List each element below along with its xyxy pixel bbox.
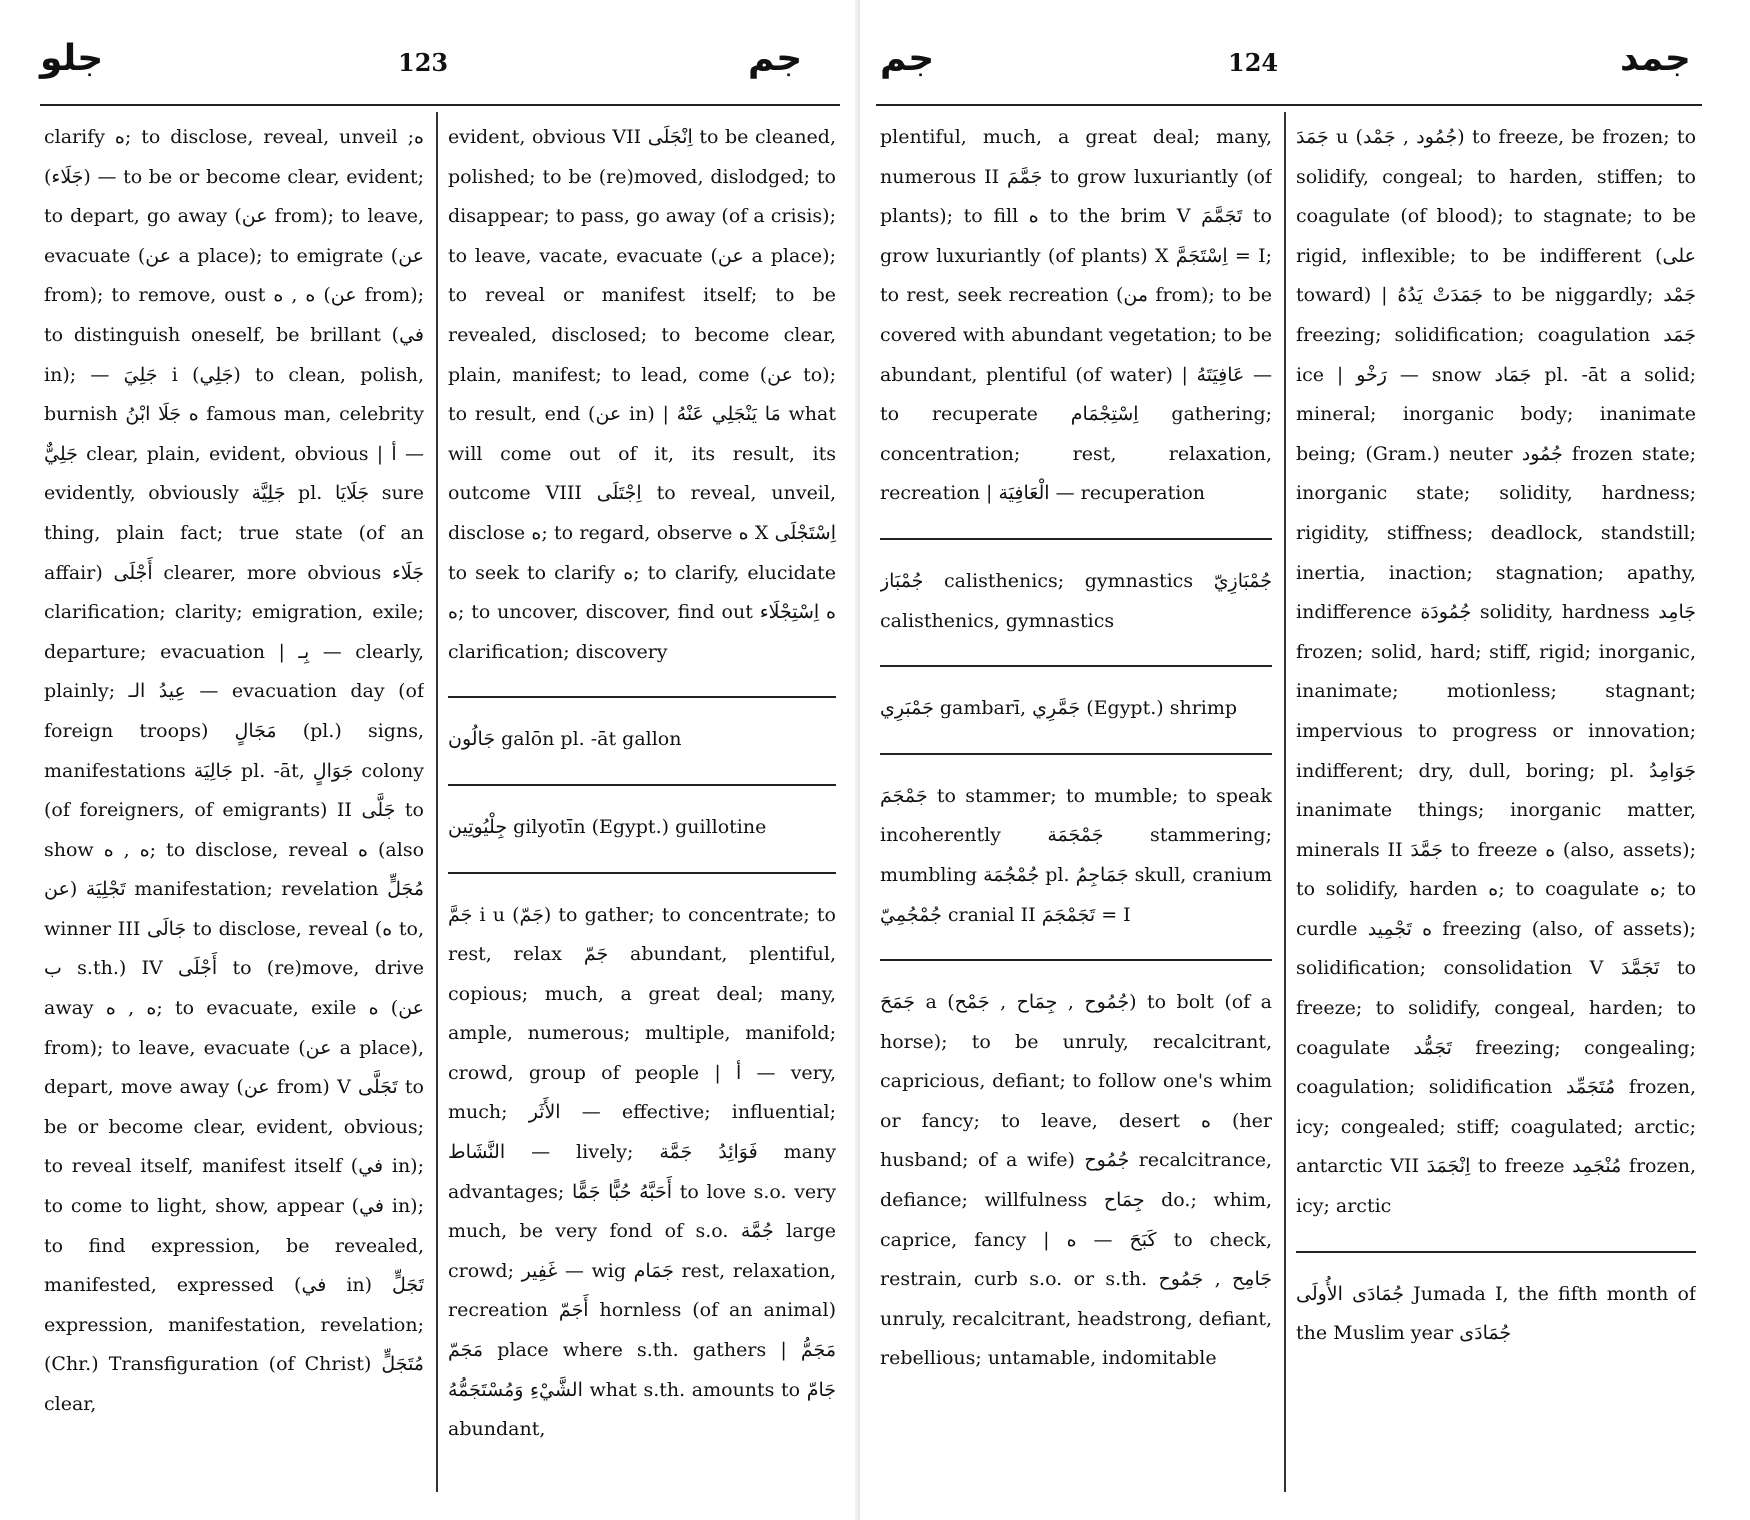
entry-separator xyxy=(880,538,1272,540)
header-rule xyxy=(40,104,840,106)
entry-separator xyxy=(880,753,1272,755)
dictionary-entry: clarify ه; to disclose, reveal, unveil ه; — (جَلَاء) to be or become clear, evident; to depart, go away (عن from); to leave, evacuate (عن a place); to emigrate (عن from); to remove, oust ه , ه (عن from); to distinguish oneself, be brillant (في in); — جَلِيَ i (جَلِي) to clean, polish, burnish ه جَلَا ابْنُ famous man, celebrity جَلِيٌّ clear, plain, evident, obvious | أ — evidently, obviously جَلِيَّة pl. جَلَايَا sure thing, plain fact; true state (of an affair) أَجْلَى clearer, more obvious جَلَاء clarification; clarity; emigration, exile; departure; evacuation | بِـ — clearly, plainly; عِيدُ الـ — evacuation day (of foreign troops) مَجَالٍ (pl.) signs, manifestations جَالِيَة pl. -āt, جَوَالٍ colony (of foreigners, of emigrants) II جَلَّى to show ه , ه; to disclose, reveal ه (also عن) تَجْلِيَة manifestation; revelation مُجَلٍّ winner III جَالَى to disclose, reveal (ه to, ب s.th.) IV أَجْلَى to (re)move, drive away ه , ه; to evacuate, exile ه (عن from); to leave, evacuate (عن a place), depart, move away (عن from) V تَجَلَّى to be or become clear, evident, obvious; to reveal itself, manifest itself (في in); to come to light, show, appear (في in); to find expression, be revealed, manifested, expressed (في in) تَجَلٍّ expression, manifestation, revelation; (Chr.) Transfiguration (of Christ) مُتَجَلٍّ clear, xyxy=(44,126,424,1415)
header-rule xyxy=(876,104,1702,106)
column-1 xyxy=(880,118,1272,1498)
page-number: 124 xyxy=(1228,48,1279,77)
running-head-right: جم xyxy=(748,38,803,79)
dictionary-entry: evident, obvious VII اِنْجَلَى to be cleaned, polished; to be (re)moved, dislodged; to disappear; to pass, go away (of a crisis); to leave, vacate, evacuate (عن a place); to reveal or manifest itself; to be revealed, disclosed; to become clear, plain, manifest; to lead, come (عن to); to result, end (عن in) | مَا يَنْجَلِي عَنْهُ what will come out of it, its result, its outcome VIII اِجْتَلَى to reveal, unveil, disclose ه; to regard, observe ه X اِسْتَجْلَى to seek to clarify ه; to clarify, elucidate ه; to uncover, discover, find out ه اِسْتِجْلَاء clarification; discovery xyxy=(448,126,836,663)
entry-separator xyxy=(880,665,1272,667)
dictionary-entry: جُمَادَى الأُولَى Jumada I, the fifth month of the Muslim year جُمَادَى xyxy=(1296,1282,1696,1345)
dictionary-entry: جُمْبَاز calisthenics; gymnastics جُمْبَازِيّ calisthenics, gymnastics xyxy=(880,569,1272,632)
entry-separator xyxy=(880,959,1272,961)
entry-separator xyxy=(448,784,836,786)
page-number: 123 xyxy=(398,48,449,77)
column-2 xyxy=(1296,118,1696,1498)
column-divider xyxy=(436,112,438,1492)
dictionary-entry: plentiful, much, a great deal; many, numerous II جَمَّمَ to grow luxuriantly (of plants); to fill ه to the brim V تَجَمَّمَ to grow luxuriantly (of plants) X اِسْتَجَمَّ = I; to rest, seek recreation (من from); to be covered with abundant vegetation; to be abundant, plentiful (of water) | عَافِيَتَهُ — to recuperate اِسْتِجْمَام gathering; concentration; rest, relaxation, recreation | الْعَافِيَة — recuperation xyxy=(880,126,1272,505)
dictionary-entry: جِلْيُوتِين gilyotīn (Egypt.) guillotine xyxy=(448,815,767,838)
dictionary-entry: جَالُون galōn pl. -āt gallon xyxy=(448,728,682,751)
running-head-right: جمد xyxy=(1620,38,1691,79)
dictionary-entry: جَمْجَمَ to stammer; to mumble; to speak incoherently جَمْجَمَة stammering; mumbling جُمْجُمَة pl. جَمَاجِمُ skull, cranium جُمْجُمِيّ cranial II تَجَمْجَمَ = I xyxy=(880,784,1272,926)
dictionary-entry: جَمَحَ a (جُمُوح , جِمَاح , جَمْح) to bolt (of a horse); to be unruly, recalcitrant, capricious, defiant; to follow one's whim or fancy; to leave, desert ه (her husband; of a wife) جُمُوح recalcitrance, defiance; willfulness جِمَاح do.; whim, caprice, fancy | كَبَحَ — ه to check, restrain, curb s.o. or s.th. جَامِح , جَمُوح unruly, recalcitrant, headstrong, defiant, rebellious; untamable, indomitable xyxy=(880,991,1272,1370)
running-head-left: جلو xyxy=(40,38,104,79)
page-123 xyxy=(0,0,860,1520)
running-head-left: جم xyxy=(880,38,935,79)
entry-separator xyxy=(448,872,836,874)
dictionary-entry: جَمْبَرِي gambarī, جَمَّرِي (Egypt.) shrimp xyxy=(880,697,1238,720)
column-2 xyxy=(448,118,836,1498)
dictionary-entry: جَمَّ i u (جَمّ) to gather; to concentrate; to rest, relax جَمّ abundant, plentiful, copious; much, a great deal; many, ample, numerous; multiple, manifold; crowd, group of people | أ — very, much; الأَثَر — effective; influential; النَّشَاط — lively; فَوَائِدُ جَمَّة many advantages; أَحَبَّهُ حُبًّا جَمًّا to love s.o. very much, be very fond of s.o. جُمَّة large crowd; غَفِير — wig جَمَام rest, relaxation, recreation أَجَمّ hornless (of an animal) مَجَمّ place where s.th. gathers | مَجَمُّ الشَّيْءِ وَمُسْتَجَمُّهُ what s.th. amounts to جَامّ abundant, xyxy=(448,903,836,1441)
dictionary-entry: جَمَدَ u (جُمُود , جَمْد) to freeze, be frozen; to solidify, congeal; to harden, stiffen; to coagulate (of blood); to stagnate; to be rigid, inflexible; to be indifferent (على toward) | جَمَدَتْ يَدُهُ to be niggardly; جَمْد freezing; solidification; coagulation جَمَد ice | رَخْو — snow جَمَاد pl. -āt a solid; mineral; inorganic body; inanimate being; (Gram.) neuter جُمُود frozen state; inorganic state; solidity, hardness; rigidity, stiffness; deadlock, standstill; inertia, inaction; stagnation; apathy, indifference جُمُودَة solidity, hardness جَامِد frozen; solid, hard; stiff, rigid; inorganic, inanimate; motionless; stagnant; impervious to progress or innovation; indifferent; dry, dull, boring; pl. جَوَامِدُ inanimate things; inorganic matter, minerals II جَمَّدَ to freeze ه (also, assets); to solidify, harden ه; to coagulate ه; to curdle ه تَجْمِيد freezing (also, of assets); solidification; consolidation V تَجَمَّدَ to freeze; to solidify, congeal, harden; to coagulate تَجَمُّد freezing; congealing; coagulation; solidification مُتَجَمِّد frozen, icy; congealed; stiff; coagulated; arctic; antarctic VII اِنْجَمَدَ to freeze مُنْجَمِد frozen, icy; arctic xyxy=(1296,126,1696,1218)
column-1 xyxy=(44,118,424,1498)
page-124 xyxy=(860,0,1750,1520)
entry-separator xyxy=(448,696,836,698)
column-divider xyxy=(1284,112,1286,1492)
entry-separator xyxy=(1296,1251,1696,1253)
